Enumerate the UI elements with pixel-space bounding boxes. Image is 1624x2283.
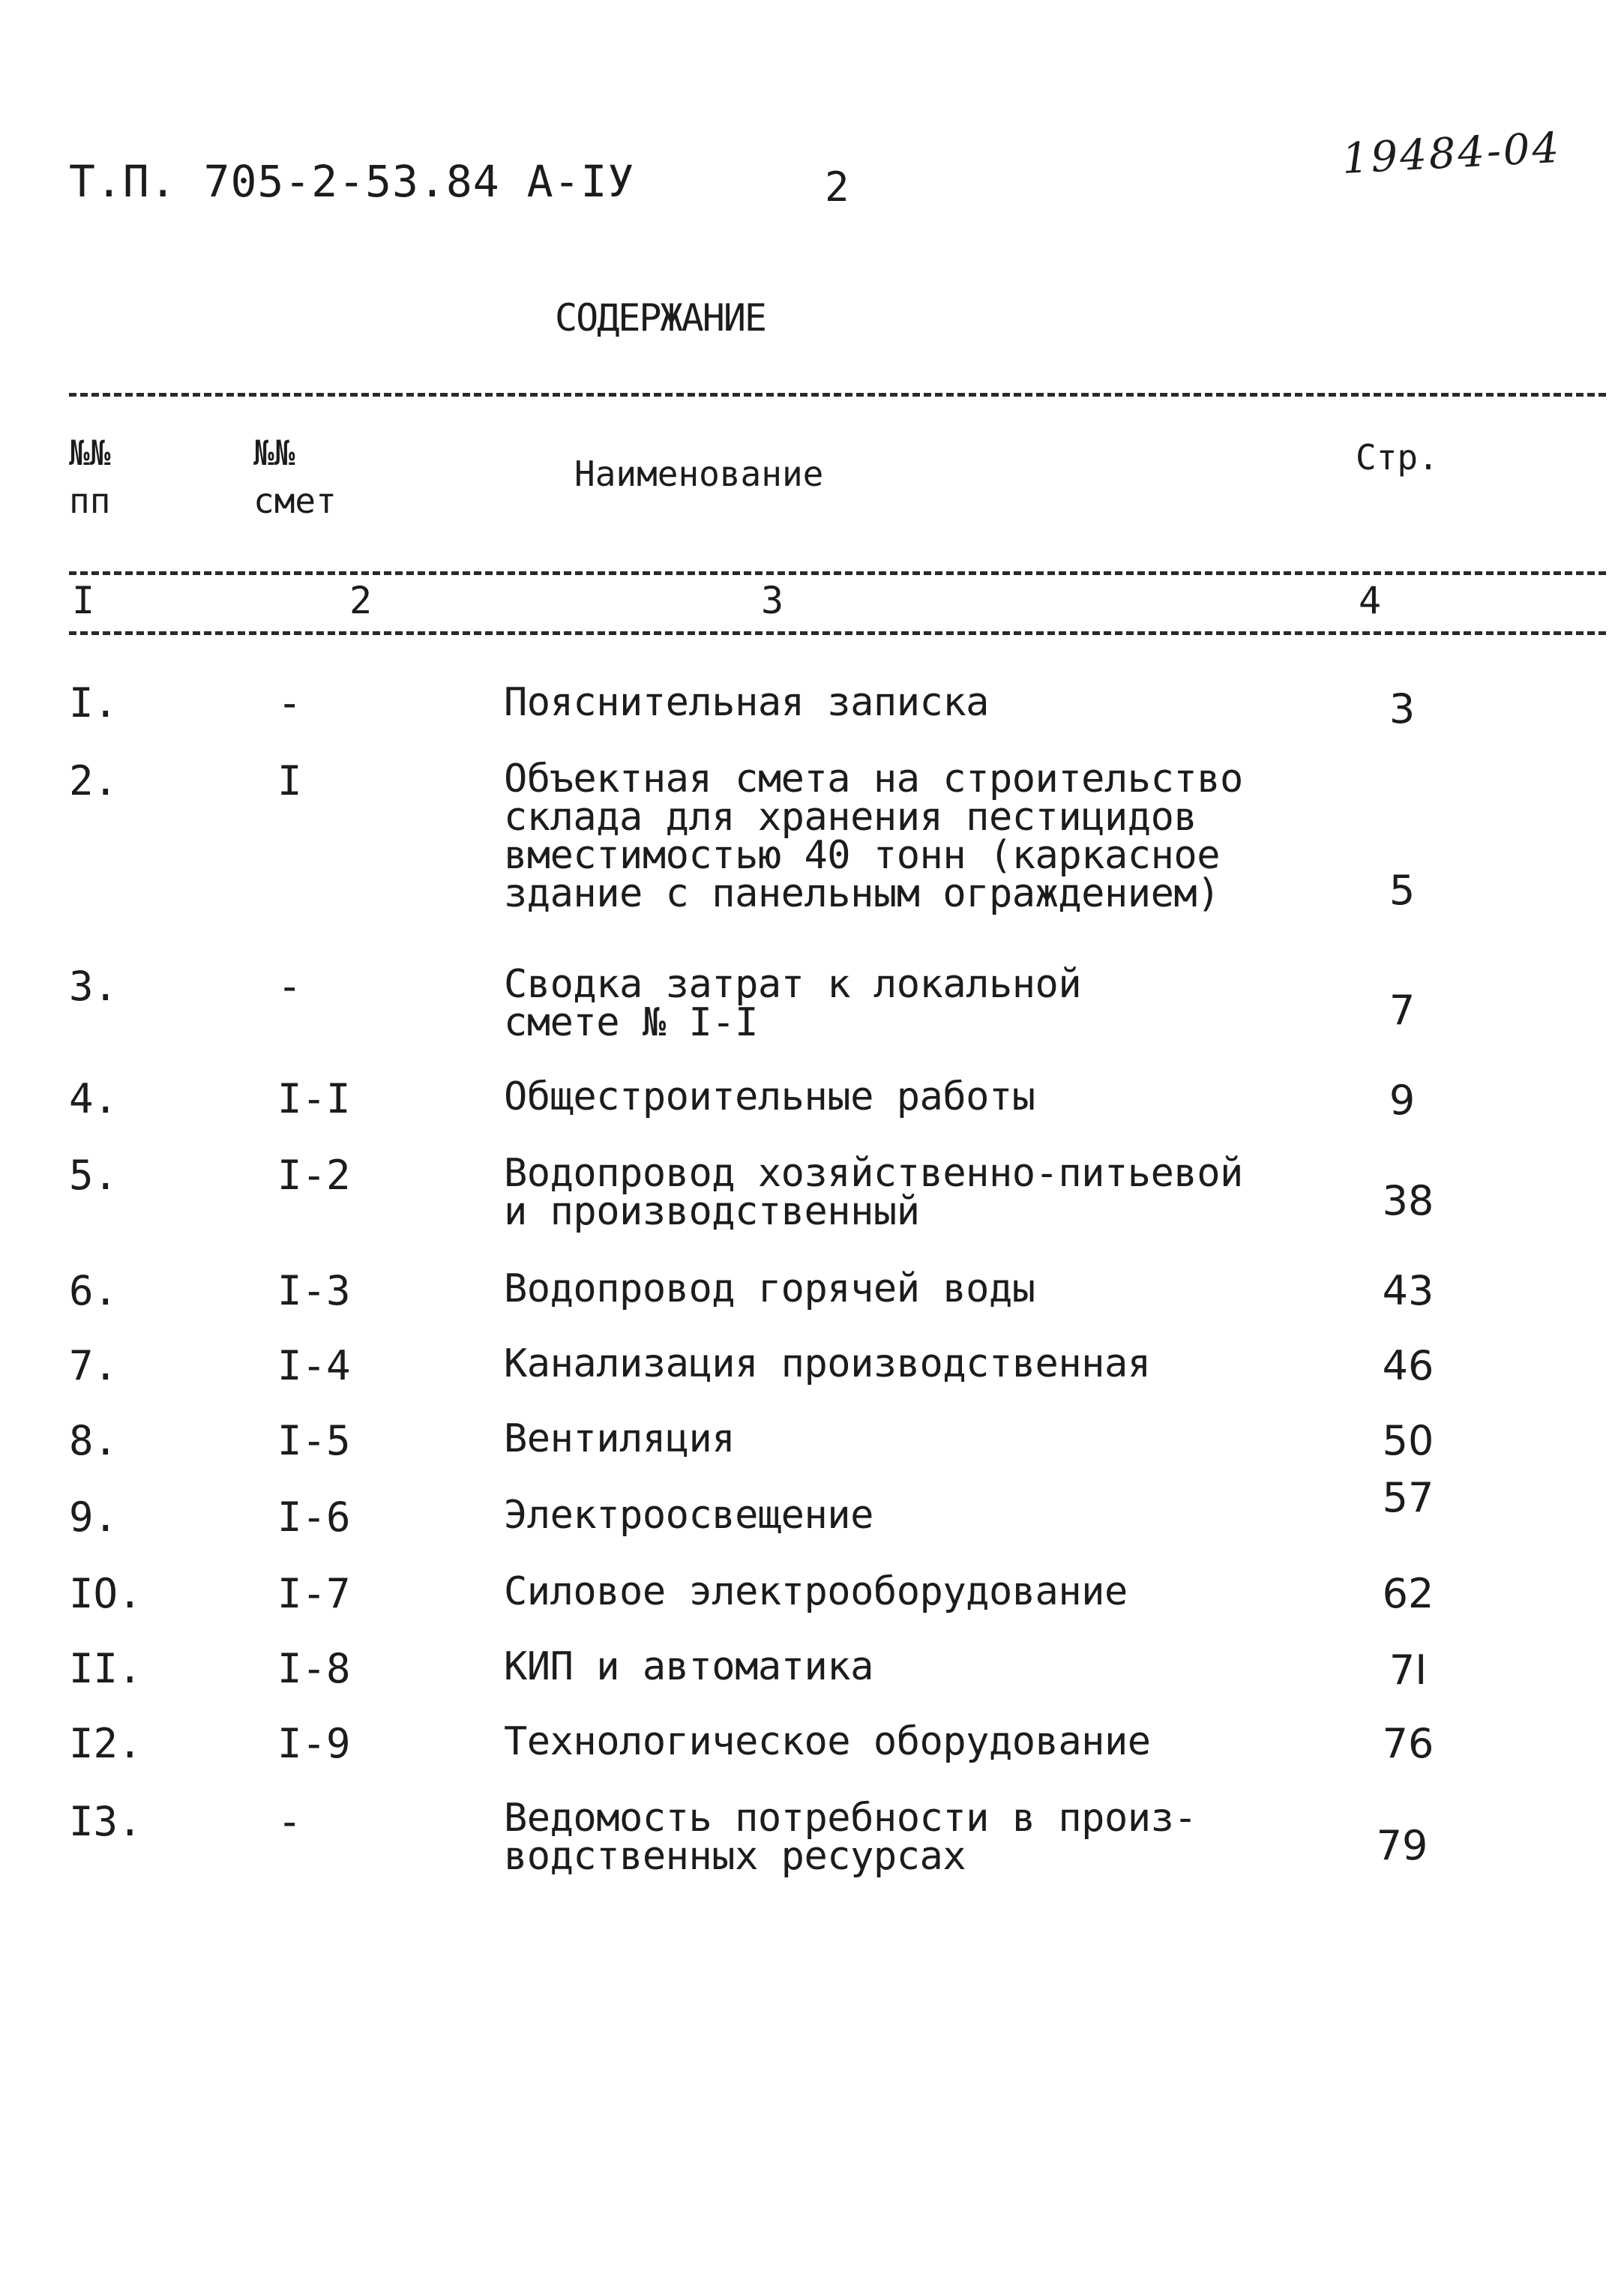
row-number: IO. bbox=[69, 1570, 142, 1617]
row-page: 76 bbox=[1382, 1720, 1434, 1767]
row-name: Канализация производственная bbox=[504, 1341, 1151, 1386]
row-number: 3. bbox=[69, 963, 118, 1010]
row-number: 7. bbox=[69, 1342, 118, 1389]
page-number: 2 bbox=[825, 163, 849, 211]
row-number: II. bbox=[69, 1645, 142, 1692]
column-header-page: Стр. bbox=[1356, 437, 1439, 478]
document-title: СОДЕРЖАНИЕ bbox=[555, 296, 766, 340]
row-number: 6. bbox=[69, 1267, 118, 1314]
row-page: 5 bbox=[1389, 867, 1416, 914]
row-number: I3. bbox=[69, 1798, 142, 1845]
row-page: 3 bbox=[1389, 685, 1416, 733]
row-page: 38 bbox=[1382, 1177, 1434, 1224]
row-smeta: I-I bbox=[277, 1075, 351, 1122]
column-header-name: Наименование bbox=[574, 454, 824, 494]
row-name: Вентиляция bbox=[504, 1416, 736, 1461]
row-name: Ведомость потребности в произ- водственных ресурсах bbox=[504, 1796, 1197, 1879]
column-number-2: 2 bbox=[349, 579, 373, 622]
document-code: Т.П. 705-2-53.84 А-IУ bbox=[69, 156, 635, 207]
row-name: Электроосвещение bbox=[504, 1493, 873, 1538]
row-smeta: - bbox=[277, 679, 302, 727]
row-smeta: I-4 bbox=[277, 1342, 351, 1389]
row-number: 5. bbox=[69, 1152, 118, 1199]
dashed-rule-top bbox=[69, 393, 1606, 397]
row-smeta: I-6 bbox=[277, 1494, 351, 1541]
row-name: Технологическое оборудование bbox=[504, 1719, 1151, 1764]
row-smeta: I-3 bbox=[277, 1267, 351, 1314]
row-smeta: - bbox=[277, 963, 302, 1010]
row-number: 2. bbox=[69, 757, 118, 804]
row-name: Сводка затрат к локальной смете № I-I bbox=[504, 962, 1082, 1045]
row-page: 43 bbox=[1382, 1267, 1434, 1314]
row-smeta: I-9 bbox=[277, 1720, 351, 1767]
row-page: 79 bbox=[1376, 1822, 1428, 1869]
row-name: Водопровод горячей воды bbox=[504, 1266, 1035, 1311]
row-page: 7 bbox=[1389, 987, 1416, 1034]
column-number-1: I bbox=[72, 579, 95, 622]
row-name: Объектная смета на строительство склада для хранения пестицидов вместимостью 40 тонн (каркасное здание с панельным ограждением) bbox=[504, 757, 1243, 916]
column-number-4: 4 bbox=[1359, 579, 1382, 622]
row-name: КИП и автоматика bbox=[504, 1644, 873, 1689]
row-page: 9 bbox=[1389, 1077, 1416, 1124]
column-header-smeta: №№ смет bbox=[253, 433, 337, 521]
column-header-number: №№ пп bbox=[69, 433, 111, 521]
row-name: Водопровод хозяйственно-питьевой и производственный bbox=[504, 1151, 1243, 1234]
archive-number: 19484-04 bbox=[1341, 123, 1563, 184]
row-page: 50 bbox=[1382, 1417, 1434, 1464]
row-name: Пояснительная записка bbox=[504, 680, 989, 725]
row-smeta: I-8 bbox=[277, 1645, 351, 1692]
row-number: 8. bbox=[69, 1417, 118, 1464]
row-name: Силовое электрооборудование bbox=[504, 1569, 1128, 1614]
row-smeta: I-7 bbox=[277, 1570, 351, 1617]
row-number: 9. bbox=[69, 1494, 118, 1541]
row-smeta: I bbox=[277, 757, 302, 804]
row-number: 4. bbox=[69, 1075, 118, 1122]
row-number: I2. bbox=[69, 1720, 142, 1767]
dashed-rule-bottom bbox=[69, 631, 1606, 635]
row-name: Общестроительные работы bbox=[504, 1074, 1035, 1119]
row-smeta: I-2 bbox=[277, 1152, 351, 1199]
row-smeta: I-5 bbox=[277, 1417, 351, 1464]
row-page: 46 bbox=[1382, 1342, 1434, 1389]
row-page: 57 bbox=[1382, 1474, 1434, 1521]
row-page: 7I bbox=[1389, 1646, 1428, 1694]
row-page: 62 bbox=[1382, 1570, 1434, 1617]
row-number: I. bbox=[69, 679, 118, 727]
row-smeta: - bbox=[277, 1798, 302, 1845]
column-number-3: 3 bbox=[761, 579, 784, 622]
dashed-rule-middle bbox=[69, 571, 1606, 575]
